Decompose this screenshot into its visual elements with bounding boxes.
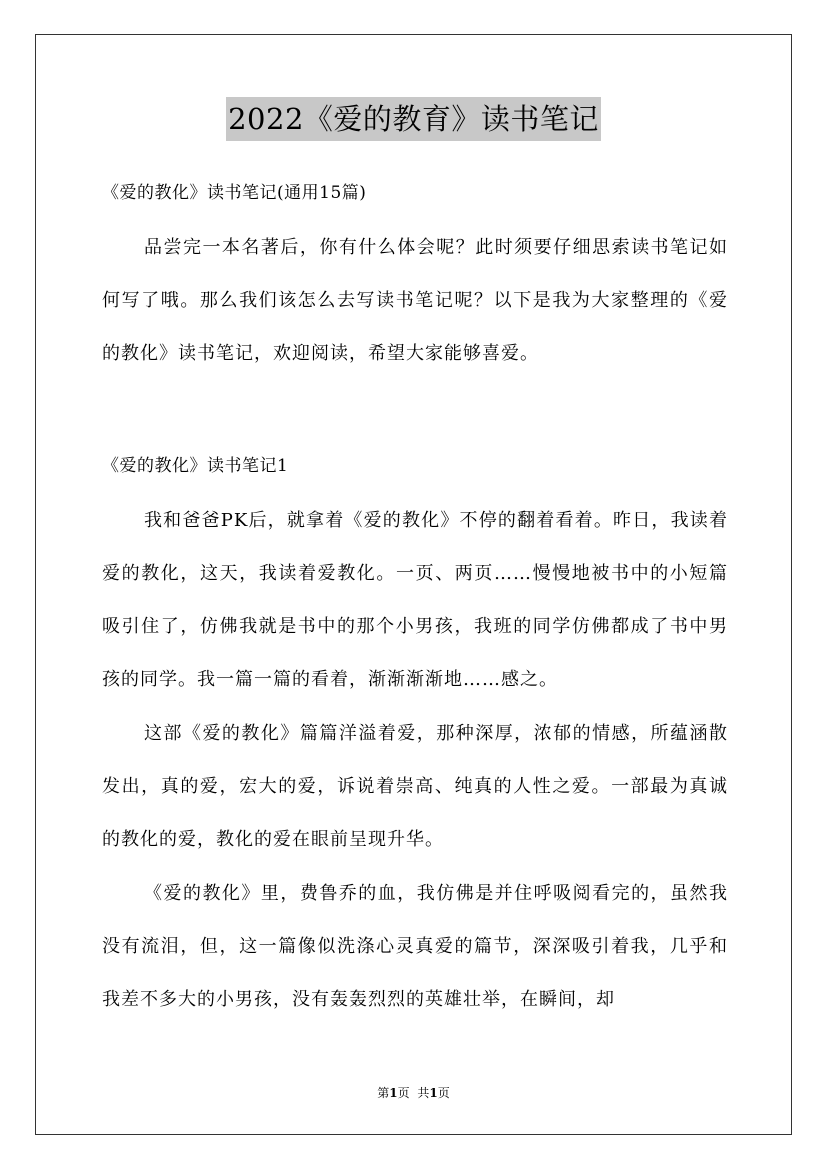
footer-page-total: 1 (429, 1086, 438, 1100)
footer-page-prefix: 第 (377, 1086, 390, 1100)
footer-total-suffix: 页 (437, 1086, 450, 1100)
intro-paragraph: 品尝完一本名著后，你有什么体会呢？此时须要仔细思索读书笔记如何写了哦。那么我们该怎么去写读书笔记呢？以下是我为大家整理的《爱的教化》读书笔记，欢迎阅读，希望大家能够喜爱。 (102, 237, 728, 364)
document-subtitle: 《爱的教化》读书笔记(通用15篇) (102, 183, 367, 203)
section-heading-1: 《爱的教化》读书笔记1 (102, 456, 289, 476)
document-title: 2022《爱的教育》读书笔记 (226, 97, 601, 141)
page-footer (0, 1084, 827, 1102)
title-container (0, 97, 827, 141)
footer-page-current: 1 (389, 1086, 398, 1100)
footer-page-suffix: 页 (397, 1086, 410, 1100)
footer-total-prefix: 共 (417, 1086, 430, 1100)
body-paragraph: 我和爸爸PK后，就拿着《爱的教化》不停的翻着看着。昨日，我读着爱的教化，这天，我读着爱教化。一页、两页……慢慢地被书中的小短篇吸引住了，仿佛我就是书中的那个小男孩，我班的同学仿佛都成了书中男孩的同学。我一篇一篇的看着，渐渐渐渐地……感之。 (102, 510, 728, 690)
body-paragraph: 《爱的教化》里，费鲁乔的血，我仿佛是并住呼吸阅看完的，虽然我没有流泪，但，这一篇像似洗涤心灵真爱的篇节，深深吸引着我，几乎和我差不多大的小男孩，没有轰轰烈烈的英雄壮举，在瞬间，却 (102, 883, 728, 1010)
body-paragraph: 这部《爱的教化》篇篇洋溢着爱，那种深厚，浓郁的情感，所蕴涵散发出，真的爱，宏大的爱，诉说着崇高、纯真的人性之爱。一部最为真诚的教化的爱，教化的爱在眼前呈现升华。 (102, 723, 728, 850)
